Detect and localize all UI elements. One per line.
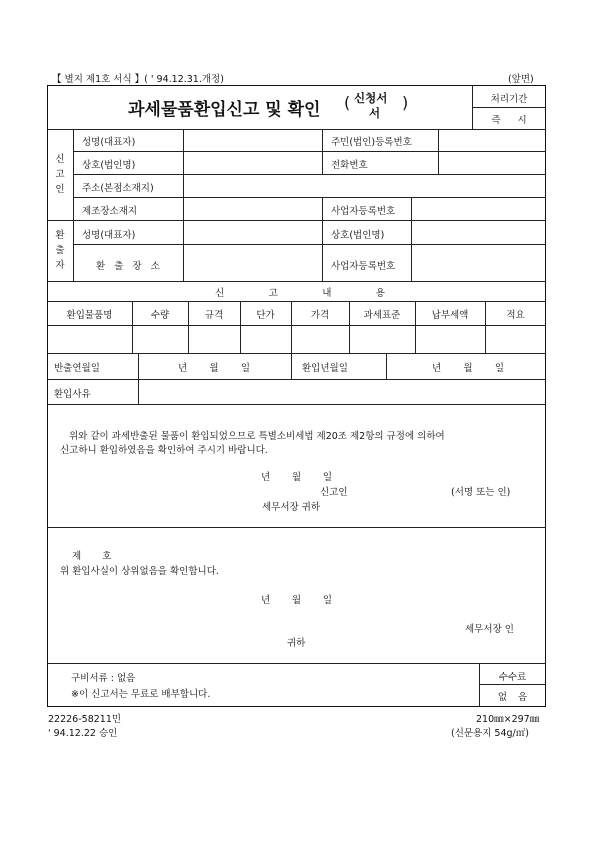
reporter-company-label: 상호(법인명) bbox=[82, 160, 136, 171]
returner-place-label: 환 출 장 소 bbox=[96, 261, 160, 272]
reporter-name-label: 성명(대표자) bbox=[82, 137, 136, 148]
rule bbox=[472, 107, 546, 108]
fee-value: 없 음 bbox=[497, 692, 528, 703]
col-spec: 규격 bbox=[204, 310, 224, 321]
title-option-report: 서 bbox=[369, 106, 381, 120]
rule bbox=[47, 325, 546, 326]
rule bbox=[47, 404, 546, 405]
rule bbox=[73, 129, 74, 281]
reporter-phone-label: 전화번호 bbox=[331, 160, 368, 171]
paper-size: 210㎜×297㎜ bbox=[476, 714, 540, 725]
rule bbox=[73, 244, 546, 245]
confirmation-date: 년 월 일 bbox=[261, 595, 332, 606]
col-qty: 수량 bbox=[150, 310, 170, 321]
approval-date: ' 94.12.22 승인 bbox=[48, 728, 118, 739]
rule bbox=[183, 129, 184, 281]
reporter-address-label: 주소(본점소재지) bbox=[82, 183, 154, 194]
confirmation-text: 위 환입사실이 상위없음을 확인합니다. bbox=[60, 566, 219, 577]
confirmation-office: 세무서장 인 bbox=[465, 624, 514, 635]
title-paren-close: ) bbox=[402, 93, 409, 112]
rule bbox=[47, 281, 546, 282]
reporter-id-label: 주민(법인)등록번호 bbox=[331, 137, 412, 148]
reporter-section-label: 신 고 인 bbox=[55, 154, 65, 195]
declaration-line-1: 위와 같이 과세반출된 물품이 환입되었으므로 특별소비세법 제20조 제2항의 규정에 의하여 bbox=[69, 431, 445, 442]
col-price: 가격 bbox=[310, 310, 330, 321]
declaration-line-2: 신고하니 환입하였음을 확인하여 주시기 바랍니다. bbox=[60, 445, 268, 456]
title-paren-open: ( bbox=[344, 93, 351, 112]
ship-date-label: 반출연월일 bbox=[54, 363, 100, 374]
rule bbox=[47, 301, 546, 302]
rule bbox=[322, 197, 323, 281]
rule bbox=[73, 197, 546, 198]
fee-label: 수수료 bbox=[498, 672, 527, 683]
rule bbox=[479, 684, 546, 685]
col-tax-base: 과세표준 bbox=[363, 310, 401, 321]
form-code: 22226-58211민 bbox=[48, 714, 122, 725]
return-date-value: 년 월 일 bbox=[432, 363, 504, 374]
form-title: 과세물품환입신고 및 확인 bbox=[128, 100, 321, 120]
returner-name-label: 성명(대표자) bbox=[82, 230, 136, 241]
required-docs: 구비서류 : 없음 bbox=[71, 673, 136, 684]
return-date-label: 환입년월일 bbox=[302, 363, 348, 374]
rule bbox=[47, 379, 546, 380]
processing-value: 즉 시 bbox=[491, 115, 527, 126]
form-number: 【 별지 제1호 서식 】( ' 94.12.31.개정) bbox=[52, 74, 224, 85]
rule bbox=[411, 197, 412, 281]
rule bbox=[73, 174, 546, 175]
rule bbox=[73, 151, 546, 152]
returner-company-label: 상호(법인명) bbox=[331, 230, 385, 241]
rule bbox=[322, 129, 323, 174]
title-option-application: 신청서 bbox=[354, 91, 388, 105]
paper-type: (신문용지 54g/㎡) bbox=[451, 728, 529, 739]
free-distribution-note: ※이 신고서는 무료로 배부합니다. bbox=[71, 689, 211, 700]
declaration-sign-label: (서명 또는 인) bbox=[451, 487, 511, 498]
confirmation-number-label: 제 호 bbox=[72, 551, 112, 562]
ship-date-value: 년 월 일 bbox=[178, 363, 250, 374]
declaration-reporter-label: 신고인 bbox=[320, 487, 348, 498]
rule bbox=[386, 353, 387, 379]
rule bbox=[47, 220, 546, 221]
col-unit-price: 단가 bbox=[256, 310, 275, 321]
returner-bizno-label: 사업자등록번호 bbox=[331, 261, 396, 272]
rule bbox=[291, 353, 292, 379]
rule bbox=[138, 353, 139, 404]
returner-section-label: 환 출 자 bbox=[55, 230, 65, 271]
rule bbox=[438, 129, 439, 174]
col-remarks: 적요 bbox=[506, 310, 525, 321]
page-side: (앞면) bbox=[508, 74, 534, 85]
confirmation-to: 귀하 bbox=[287, 638, 306, 649]
rule bbox=[47, 527, 546, 528]
reason-label: 환입사유 bbox=[54, 389, 91, 400]
content-heading: 신 고 내 용 bbox=[215, 288, 385, 299]
reporter-bizno-label: 사업자등록번호 bbox=[331, 206, 396, 217]
rule bbox=[47, 353, 546, 354]
declaration-date: 년 월 일 bbox=[261, 472, 332, 483]
rule bbox=[47, 129, 546, 130]
rule bbox=[47, 663, 546, 664]
col-tax-amount: 납부세액 bbox=[431, 310, 469, 321]
reporter-factory-label: 제조장소재지 bbox=[82, 206, 138, 217]
col-item: 환입물품명 bbox=[66, 310, 113, 321]
declaration-to: 세무서장 귀하 bbox=[262, 502, 321, 513]
form-frame bbox=[47, 85, 546, 707]
processing-label: 처리기간 bbox=[490, 94, 528, 105]
